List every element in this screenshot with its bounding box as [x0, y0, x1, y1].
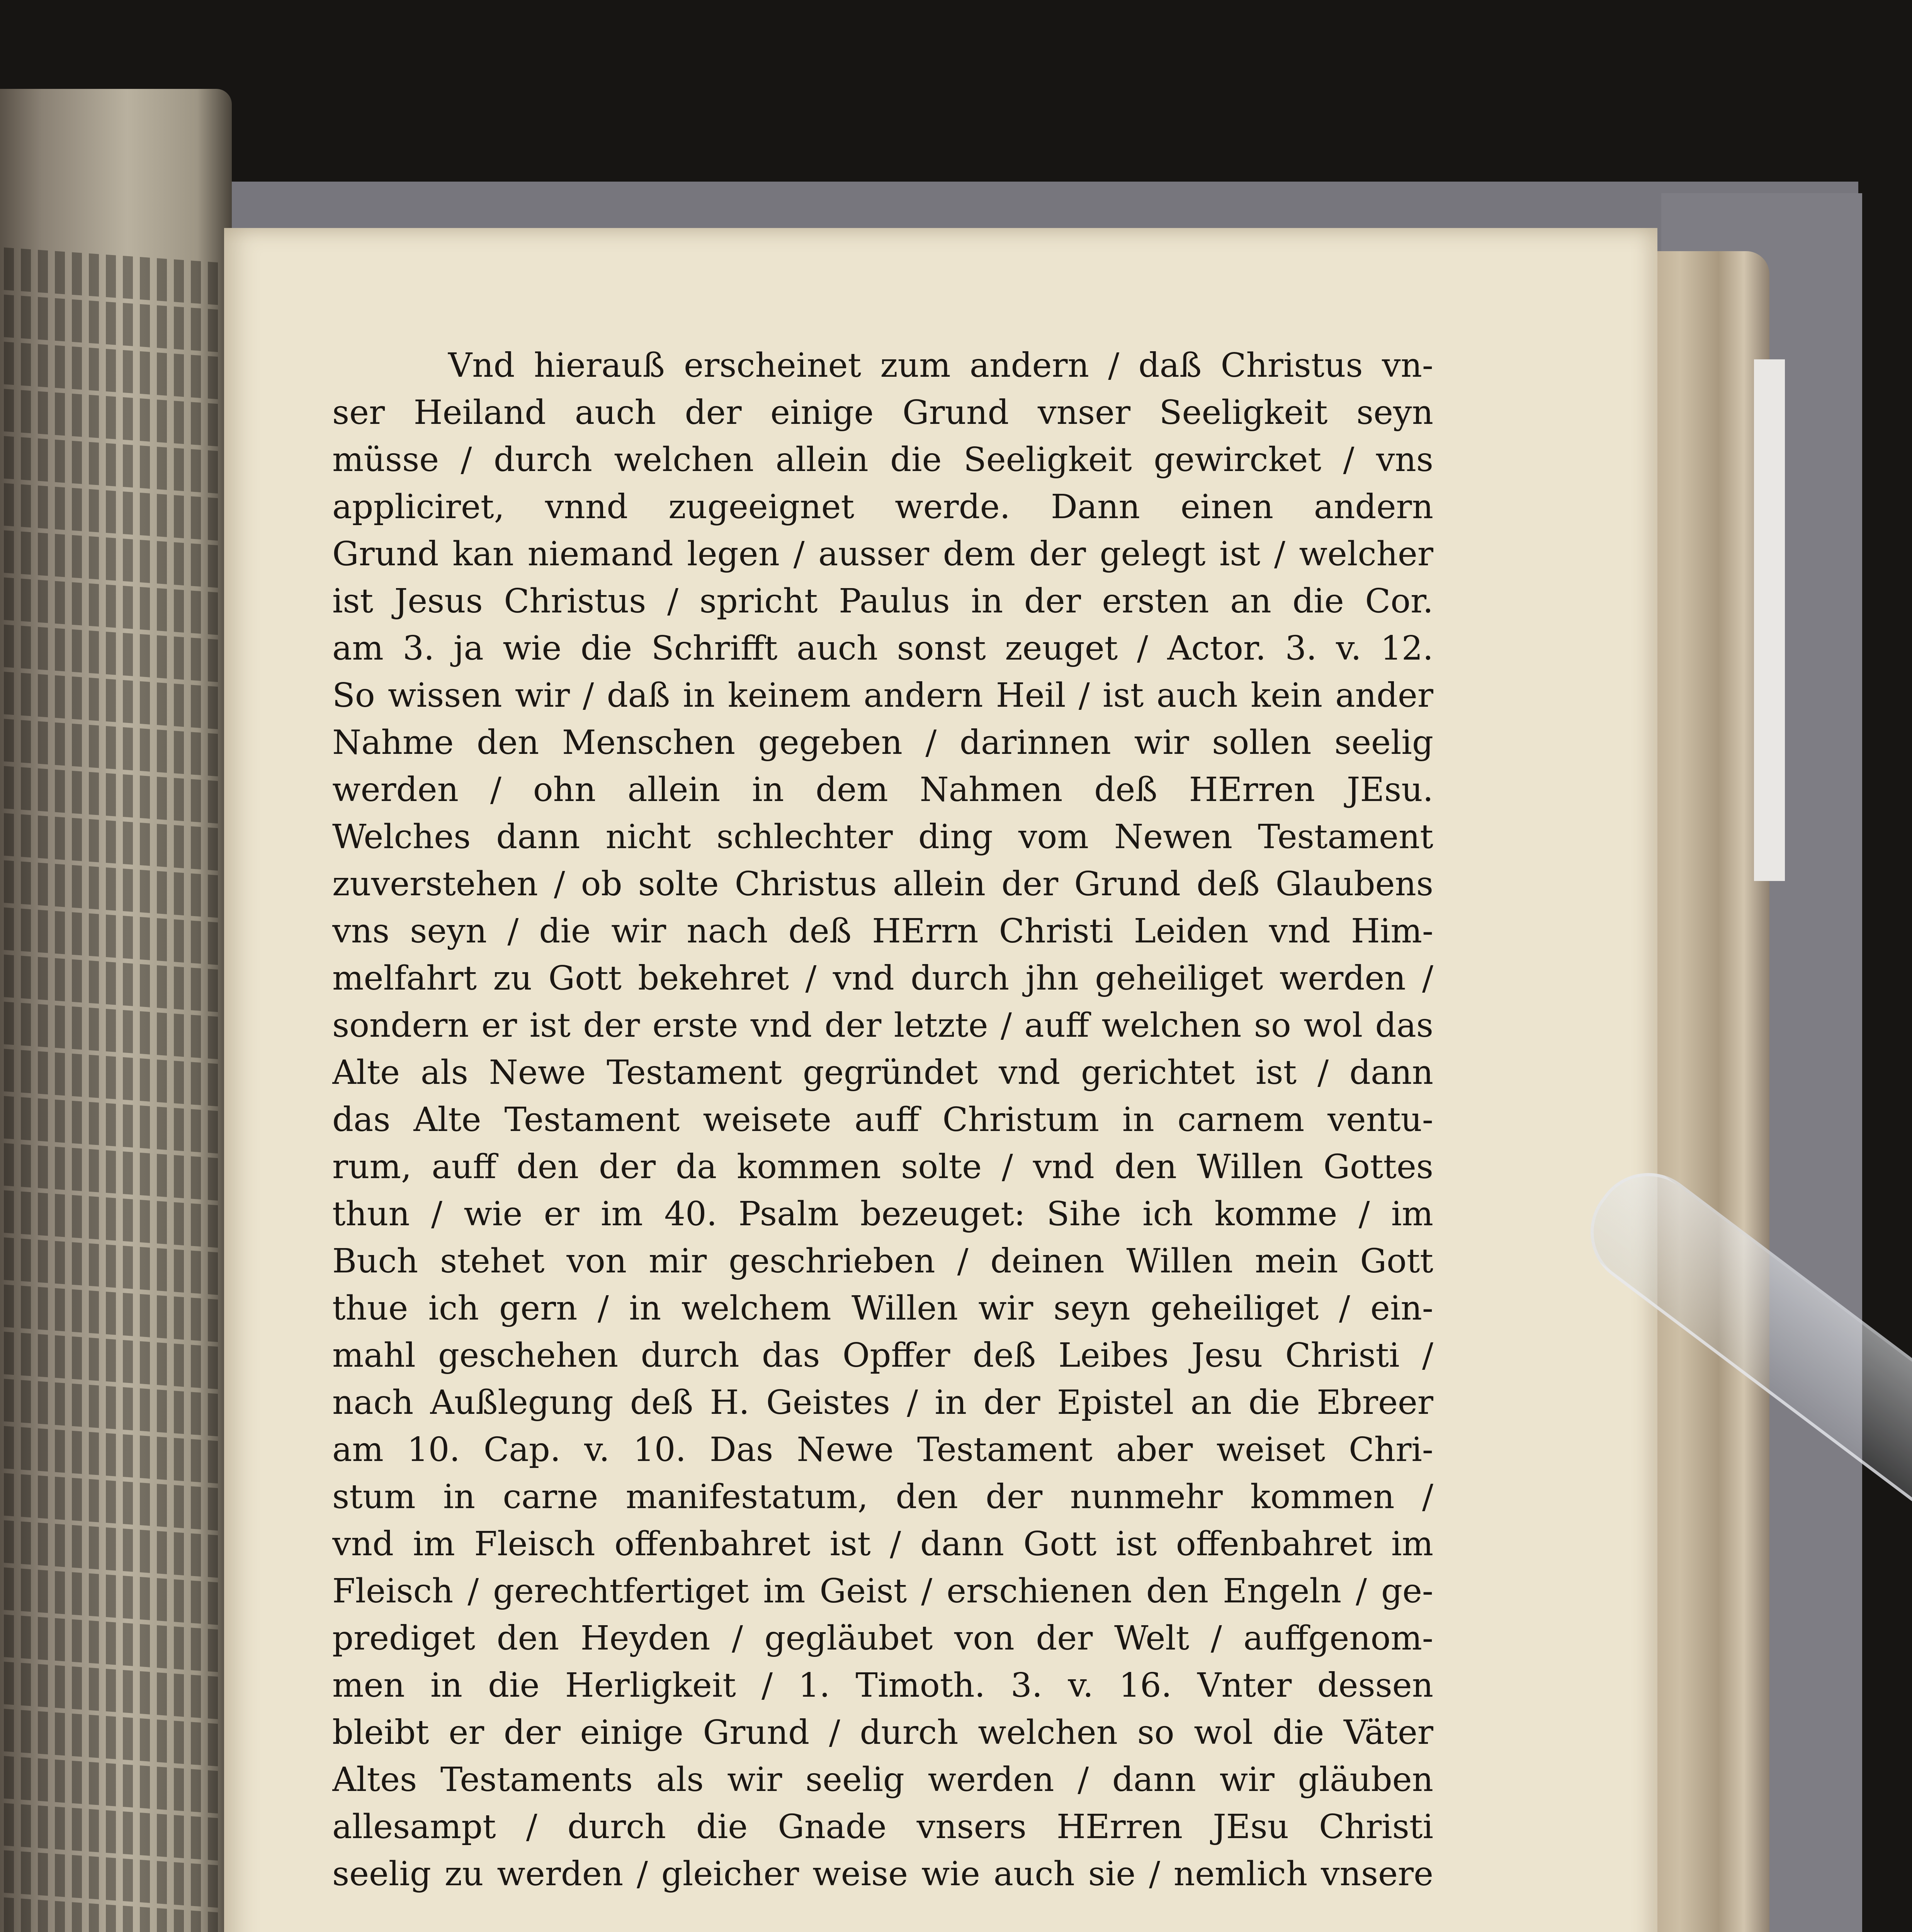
text-line: bleibt er der einige Grund / durch welchen so wol die Väter — [332, 1713, 1433, 1752]
inserted-slip — [1754, 359, 1785, 881]
text-line: Alte als Newe Testament gegründet vnd gerichtet ist / dann — [332, 1053, 1433, 1092]
text-line: Altes Testaments als wir seelig werden / dann wir gläuben — [332, 1760, 1433, 1799]
text-line: mahl geschehen durch das Opffer deß Leibes Jesu Christi / — [332, 1336, 1433, 1375]
text-line: men in die Herligkeit / 1. Timoth. 3. v. 16. Vnter dessen — [332, 1666, 1433, 1705]
text-line: nach Außlegung deß H. Geistes / in der Epistel an die Ebreer — [332, 1383, 1433, 1422]
book-page — [224, 228, 1657, 1932]
text-line: So wissen wir / daß in keinem andern Heil / ist auch kein ander — [332, 676, 1433, 715]
text-line: thue ich gern / in welchem Willen wir seyn geheiliget / ein- — [332, 1289, 1433, 1328]
text-line: werden / ohn allein in dem Nahmen deß HErren JEsu. — [332, 770, 1433, 809]
text-line: ist Jesus Christus / spricht Paulus in der ersten an die Cor. — [332, 582, 1433, 621]
left-page-text-fragment — [4, 255, 220, 1932]
text-line: Welches dann nicht schlechter ding vom Newen Testament — [332, 818, 1433, 856]
text-line: Grund kan niemand legen / ausser dem der gelegt ist / welcher — [332, 535, 1433, 573]
text-line: Nahme den Menschen gegeben / darinnen wir sollen seelig — [332, 723, 1433, 762]
text-line: Fleisch / gerechtfertiget im Geist / erschienen den Engeln / ge- — [332, 1572, 1433, 1611]
page-stack-edge — [1642, 251, 1769, 1932]
text-line: ser Heiland auch der einige Grund vnser Seeligkeit seyn — [332, 393, 1433, 432]
text-line: das Alte Testament weisete auff Christum in carnem ventu- — [332, 1100, 1433, 1139]
text-line: stum in carne manifestatum, den der nunmehr kommen / — [332, 1478, 1433, 1516]
text-line: thun / wie er im 40. Psalm bezeuget: Sihe ich komme / im — [332, 1195, 1433, 1233]
text-line: Vnd hierauß erscheinet zum andern / daß Christus vn- — [448, 346, 1433, 385]
text-line: am 3. ja wie die Schrifft auch sonst zeuget / Actor. 3. v. 12. — [332, 629, 1433, 668]
text-line: appliciret, vnnd zugeeignet werde. Dann einen andern — [332, 488, 1433, 526]
text-line: prediget den Heyden / gegläubet von der Welt / auffgenom- — [332, 1619, 1433, 1658]
text-line: Buch stehet von mir geschrieben / deinen Willen mein Gott — [332, 1242, 1433, 1281]
text-line: seelig zu werden / gleicher weise wie auch sie / nemlich vnsere — [332, 1855, 1433, 1893]
text-line: zuverstehen / ob solte Christus allein der Grund deß Glaubens — [332, 865, 1433, 903]
text-line: melfahrt zu Gott bekehret / vnd durch jhn geheiliget werden / — [332, 959, 1433, 998]
body-text — [332, 342, 1433, 1898]
text-line: vns seyn / die wir nach deß HErrn Christi Leiden vnd Him- — [332, 912, 1433, 951]
text-line: rum, auff den der da kommen solte / vnd den Willen Gottes — [332, 1148, 1433, 1186]
text-line: vnd im Fleisch offenbahret ist / dann Gott ist offenbahret im — [332, 1525, 1433, 1563]
text-line: am 10. Cap. v. 10. Das Newe Testament aber weiset Chri- — [332, 1430, 1433, 1469]
text-line: müsse / durch welchen allein die Seeligkeit gewircket / vns — [332, 440, 1433, 479]
text-line: allesampt / durch die Gnade vnsers HErren JEsu Christi — [332, 1808, 1433, 1846]
text-line: sondern er ist der erste vnd der letzte / auff welchen so wol das — [332, 1006, 1433, 1045]
facing-left-page — [0, 89, 232, 1932]
